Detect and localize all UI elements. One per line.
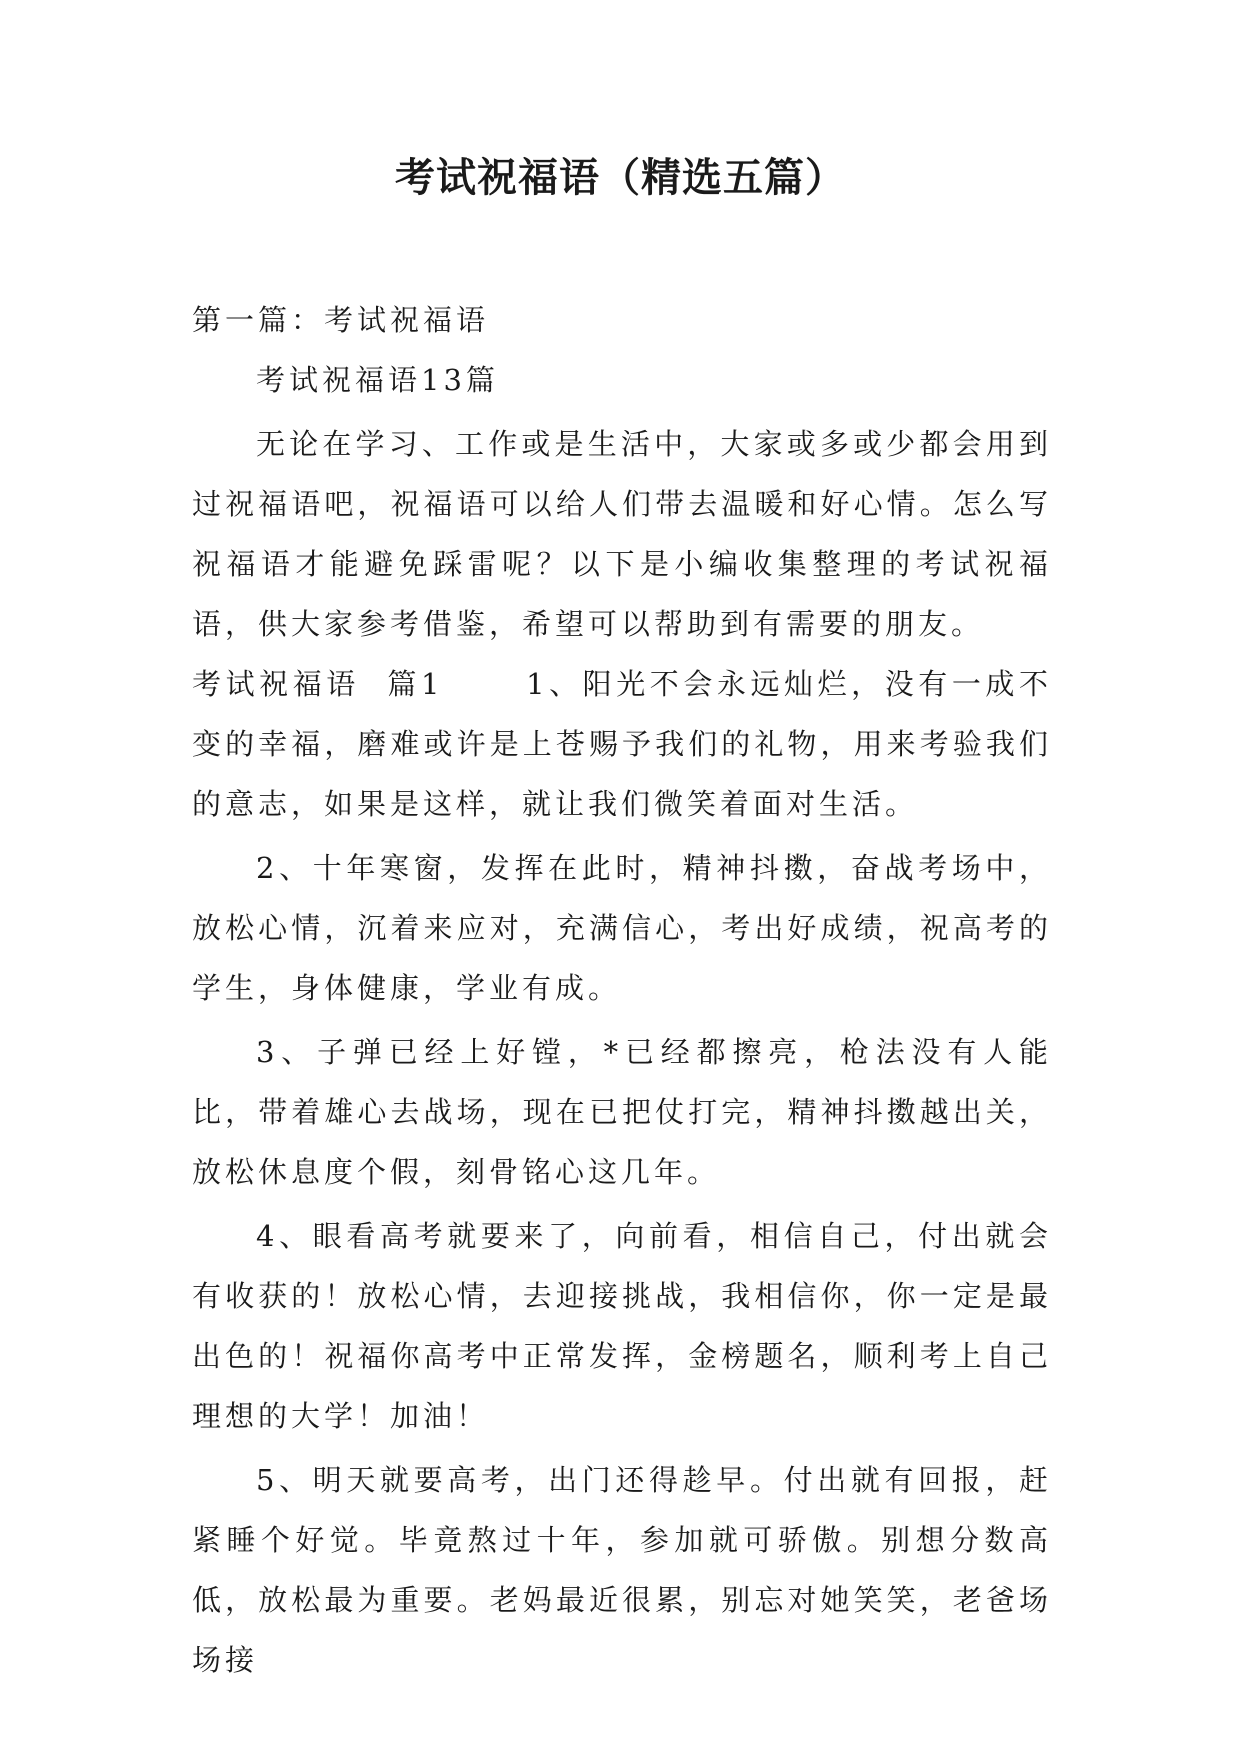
blessing-item-4: 4、眼看高考就要来了，向前看，相信自己，付出就会有收获的！放松心情，去迎接挑战，我相信你，你一定是最出色的！祝福你高考中正常发挥，金榜题名，顺利考上自己理想的大学！加油！ (192, 1219, 1052, 1433)
section-heading: 第一篇：考试祝福语 (192, 303, 490, 337)
blessing-item-3: 3、子弹已经上好镗，*已经都擦亮，枪法没有人能比，带着雄心去战场，现在已把仗打完，精神抖擞越出关，放松休息度个假，刻骨铭心这几年。 (192, 1035, 1052, 1189)
intro-paragraph: 无论在学习、工作或是生活中，大家或多或少都会用到过祝福语吧，祝福语可以给人们带去温暖和好心情。怎么写祝福语才能避免踩雷呢？以下是小编收集整理的考试祝福语，供大家参考借鉴，希望可以帮助到有需要的朋友。 (192, 427, 1052, 641)
blessing-item-1: 考试祝福语 篇1 1、阳光不会永远灿烂，没有一成不变的幸福，磨难或许是上苍赐予我们的礼物，用来考验我们的意志，如果是这样，就让我们微笑着面对生活。 (192, 667, 1052, 821)
blessing-item-2: 2、十年寒窗，发挥在此时，精神抖擞，奋战考场中，放松心情，沉着来应对，充满信心，考出好成绩，祝高考的学生，身体健康，学业有成。 (192, 851, 1052, 1005)
blessing-item-5: 5、明天就要高考，出门还得趁早。付出就有回报，赶紧睡个好觉。毕竟熬过十年，参加就可骄傲。别想分数高低，放松最为重要。老妈最近很累，别忘对她笑笑，老爸场场接 (192, 1463, 1052, 1677)
document-title: 考试祝福语（精选五篇） (395, 155, 846, 201)
document-body (192, 290, 1052, 1690)
subtitle: 考试祝福语13篇 (256, 363, 499, 397)
